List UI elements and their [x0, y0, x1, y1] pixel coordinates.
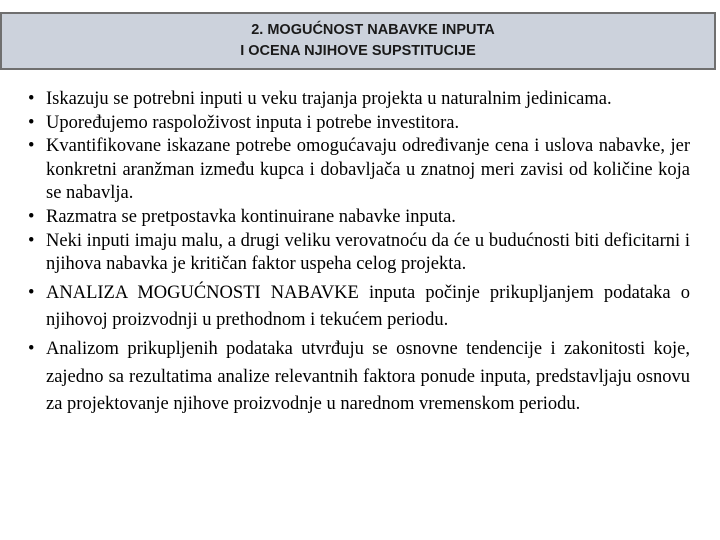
bullet-dot-icon: • — [28, 339, 35, 360]
bullet-text: Upoređujemo raspoloživost inputa i potrebe investitora. — [46, 112, 460, 133]
bullet-item — [28, 280, 690, 335]
bullet-dot-icon: • — [28, 89, 35, 109]
bullet-dot-icon: • — [28, 112, 35, 133]
bullet-list — [28, 88, 690, 418]
slide-title-line-1: 2. MOGUĆNOST NABAVKE INPUTA — [251, 22, 495, 38]
bullet-text: Iskazuju se potrebni inputi u veku trajanja projekta u naturalnim jedinicama. — [46, 89, 612, 109]
bullet-text: Kvantifikovane iskazane potrebe omogućavaju određivanje cena i uslova nabavke, jer konkretni aranžman između kupca i dobavljača u znatnoj meri zavisi od količine koja se nabavlja. — [46, 136, 690, 204]
slide-title-line-2: I OCENA NJIHOVE SUPSTITUCIJE — [240, 43, 476, 59]
bullet-text: ANALIZA MOGUĆNOSTI NABAVKE inputa počinje prikupljanjem podataka o njihovoj proizvodnji u prethodnom i tekućem periodu. — [46, 282, 690, 331]
bullet-dot-icon: • — [28, 230, 35, 251]
bullet-item — [28, 112, 690, 136]
bullet-dot-icon: • — [28, 136, 35, 157]
bullet-item — [28, 230, 690, 277]
bullet-text: Analizom prikupljenih podataka utvrđuju se osnovne tendencije i zakonitosti koje, zajedno sa rezultatima analize relevantnih faktora ponude inputa, predstavljaju osnovu za projektovanje njihove proizvodnje u narednom vremenskom periodu. — [46, 339, 690, 414]
bullet-text: Neki inputi imaju malu, a drugi veliku verovatnoću da će u budućnosti biti deficitarni i njihova nabavka je kritičan faktor uspeha celog projekta. — [46, 230, 690, 275]
bullet-item — [28, 206, 690, 230]
bullet-item — [28, 88, 690, 112]
bullet-dot-icon: • — [28, 206, 35, 227]
bullet-text: Razmatra se pretpostavka kontinuirane nabavke inputa. — [46, 206, 456, 227]
slide-title-box — [0, 12, 716, 70]
bullet-item — [28, 336, 690, 418]
bullet-dot-icon: • — [28, 282, 35, 303]
bullet-item — [28, 135, 690, 206]
